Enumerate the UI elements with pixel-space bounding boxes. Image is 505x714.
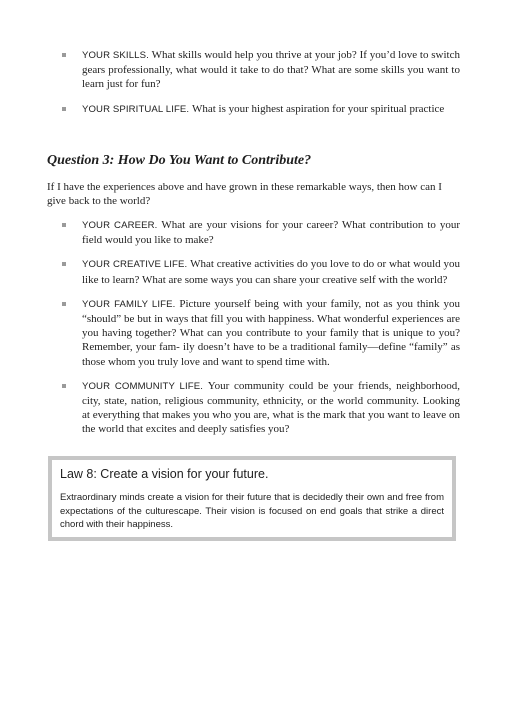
bullet-lead: YOUR CREATIVE LIFE. (82, 259, 188, 271)
bullet-list-top (62, 48, 460, 117)
square-bullet-icon (62, 53, 66, 57)
list-item (62, 257, 460, 286)
bullet-text: What skills would help you thrive at your job? If you’d love to switch gears professionally, what would it take to do that? What are some skills you want to learn just for fun? (82, 49, 461, 91)
law-title: Law 8: Create a vision for your future. (60, 467, 269, 481)
list-item (62, 102, 460, 117)
square-bullet-icon (62, 107, 66, 111)
square-bullet-icon (62, 223, 66, 227)
list-item (62, 48, 460, 92)
list-item (62, 218, 460, 247)
law-callout-box (48, 456, 456, 541)
list-item (62, 297, 460, 369)
bullet-text: Your community could be your friends, neighborhood, city, state, nation, religious community, ethnicity, or the world community. Looking at everything that makes you who you are, what is the mark that you want to leave on the world that excites and deeply satisfies you? (82, 379, 460, 436)
intro-paragraph: If I have the experiences above and have grown in these remarkable ways, then how can I give back to the world? (47, 181, 442, 208)
law-text: Extraordinary minds create a vision for their future that is decidedly their own and free from expectations of the culturescape. Their vision is focused on end goals that strike a direct chord with their happiness. (60, 492, 444, 530)
section-heading: Question 3: How Do You Want to Contribute? (47, 153, 312, 168)
bullet-text: What is your highest aspiration for your spiritual practice (191, 102, 445, 115)
bullet-lead: YOUR CAREER. (82, 220, 158, 231)
bullet-lead: YOUR SKILLS. (82, 50, 149, 61)
list-item (62, 379, 460, 437)
square-bullet-icon (62, 384, 66, 388)
bullet-lead: YOUR COMMUNITY LIFE. (82, 380, 203, 392)
square-bullet-icon (62, 262, 66, 266)
bullet-lead: YOUR SPIRITUAL LIFE. (82, 103, 190, 115)
bullet-text: What are your visions for your career? What contribution to your field would you like to make? (82, 219, 460, 247)
bullet-list-contribute (62, 218, 460, 437)
square-bullet-icon (62, 302, 66, 306)
bullet-lead: YOUR FAMILY LIFE. (82, 298, 176, 310)
bullet-text: Picture yourself being with your family, not as you think you “should” be but in ways that fill you with happiness. What wonderful experiences are you having together? What can you contribute to your family that is unique to you? Remember, your fam- ily doesn’t have to be a traditional family—define “family” as those whom you truly love and want to spend time with. (82, 297, 460, 368)
bullet-text: What creative activities do you love to do or what would you like to learn? What are some ways you can share your creative self with the world? (82, 258, 461, 286)
